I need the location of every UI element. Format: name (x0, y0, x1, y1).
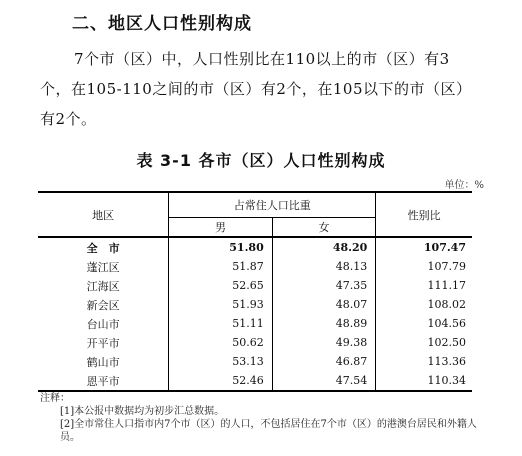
male-share-cell: 50.62 (169, 333, 273, 352)
male-share-cell: 51.80 (169, 237, 273, 257)
region-cell: 恩平市 (38, 371, 169, 391)
section-heading: 二、地区人口性别构成 (72, 14, 252, 34)
female-share-cell: 49.38 (272, 333, 376, 352)
female-share-cell: 46.87 (272, 352, 376, 371)
table-body (38, 237, 472, 391)
table-row (38, 257, 472, 276)
sex-ratio-cell: 108.02 (376, 295, 472, 314)
header-region: 地区 (92, 208, 115, 222)
male-share-cell: 52.46 (169, 371, 273, 391)
notes (40, 392, 490, 444)
male-share-cell: 51.11 (169, 314, 273, 333)
sex-ratio-cell: 107.47 (376, 237, 472, 257)
sex-ratio-cell: 111.17 (376, 276, 472, 295)
summary-paragraph: 7个市（区）中，人口性别比在110以上的市（区）有3个，在105-110之间的市（区）有2个，在105以下的市（区）有2个。 (40, 50, 472, 128)
table-row (38, 295, 472, 314)
male-share-cell: 53.13 (169, 352, 273, 371)
notes-label: 注释： (40, 393, 70, 404)
region-cell: 台山市 (86, 317, 120, 331)
region-cell: 江海区 (86, 279, 120, 293)
female-share-cell: 47.54 (272, 371, 376, 391)
header-female: 女 (272, 218, 376, 238)
region-cell: 蓬江区 (86, 260, 120, 274)
male-share-cell: 51.93 (169, 295, 273, 314)
table-caption: 表 3-1 各市（区）人口性别构成 (136, 151, 386, 170)
sex-ratio-cell: 110.34 (376, 371, 472, 391)
region-cell: 鹤山市 (86, 355, 120, 369)
table-row (38, 314, 472, 333)
sex-ratio-cell: 113.36 (376, 352, 472, 371)
sex-ratio-cell: 104.56 (376, 314, 472, 333)
table-row (38, 371, 472, 391)
region-cell: 新会区 (86, 298, 120, 312)
region-cell: 全 市 (86, 241, 120, 255)
table-row (38, 276, 472, 295)
sex-composition-table (38, 191, 472, 392)
note-item: [2]全市常住人口指市内7个市（区）的人口，不包括居住在7个市（区）的港澳台居民和外籍人员。 (60, 419, 477, 443)
sex-ratio-cell: 107.79 (376, 257, 472, 276)
male-share-cell: 51.87 (169, 257, 273, 276)
male-share-cell: 52.65 (169, 276, 273, 295)
female-share-cell: 47.35 (272, 276, 376, 295)
female-share-cell: 48.07 (272, 295, 376, 314)
table-row (38, 333, 472, 352)
unit-label: 单位：% (444, 180, 484, 191)
header-male: 男 (169, 218, 273, 238)
region-cell: 开平市 (86, 336, 120, 350)
note-item: [1]本公报中数据均为初步汇总数据。 (60, 406, 225, 417)
header-sex-ratio: 性别比 (376, 192, 472, 237)
sex-ratio-cell: 102.50 (376, 333, 472, 352)
header-share-group: 占常住人口比重 (169, 192, 376, 218)
table-row (38, 352, 472, 371)
female-share-cell: 48.20 (272, 237, 376, 257)
female-share-cell: 48.89 (272, 314, 376, 333)
female-share-cell: 48.13 (272, 257, 376, 276)
table-row (38, 237, 472, 257)
